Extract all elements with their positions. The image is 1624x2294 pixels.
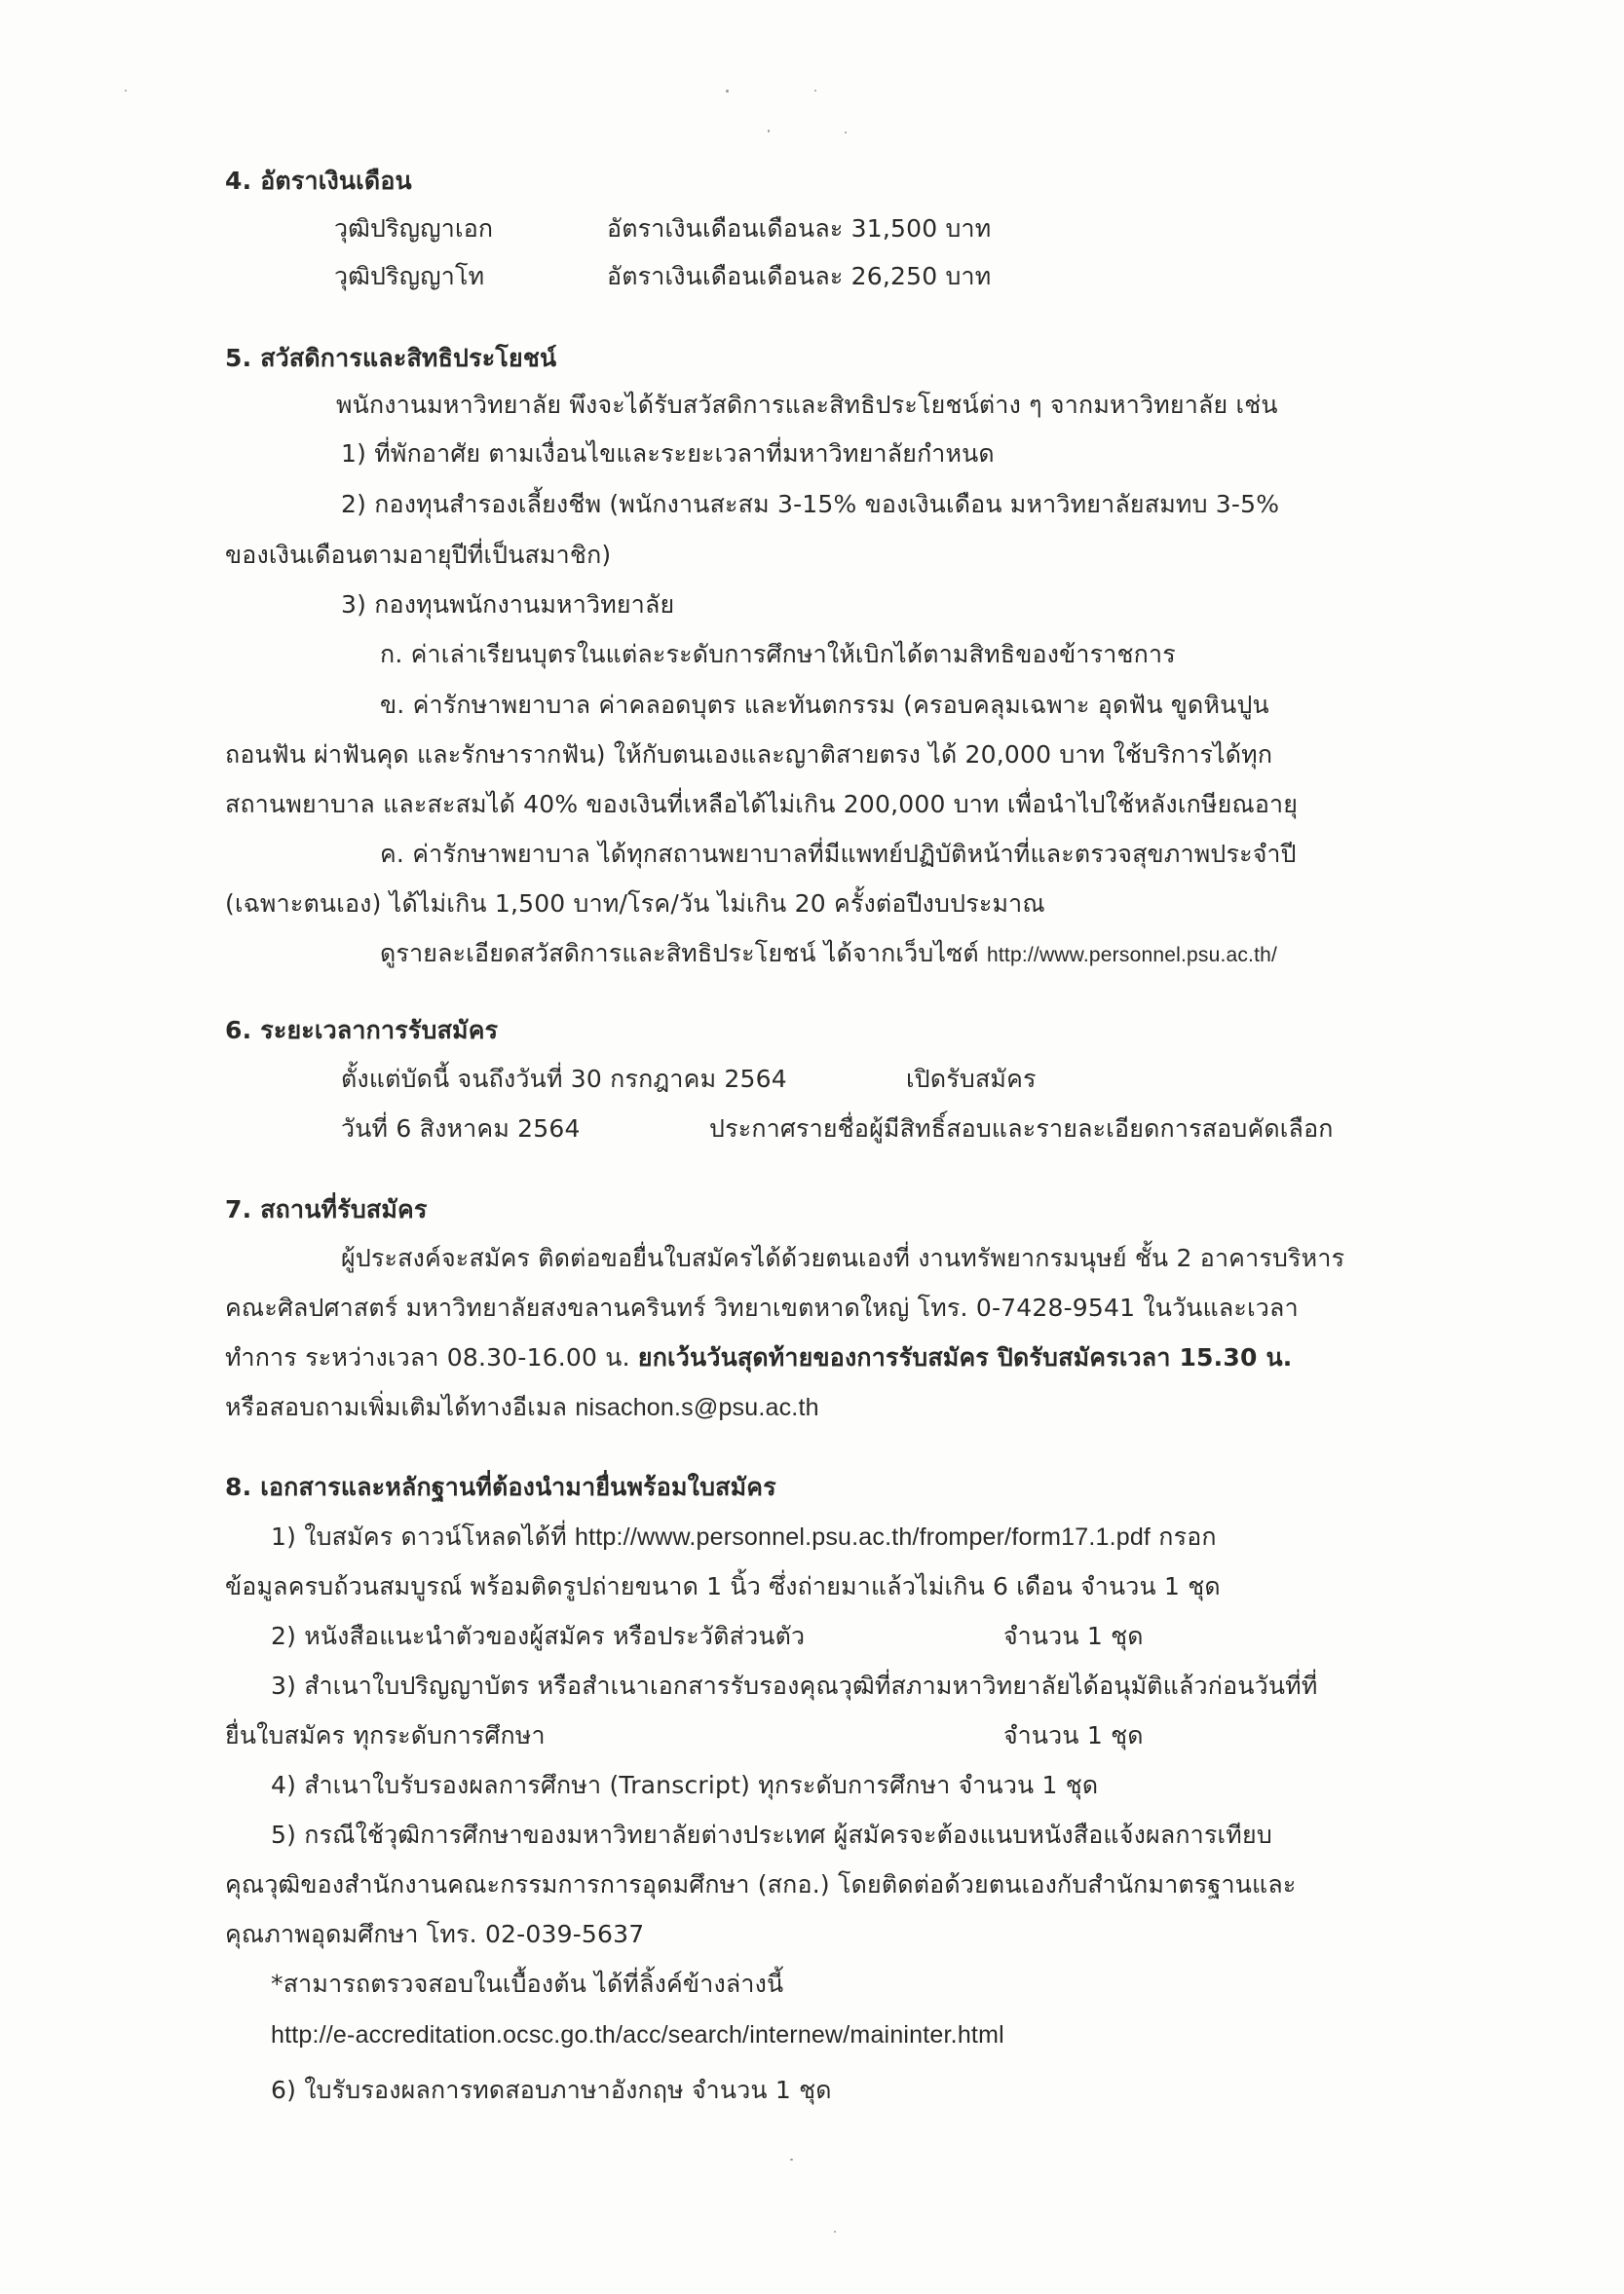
note-text: *สามารถตรวจสอบในเบื้องต้น ได้ที่ลิ้งค์ข้างล่างนี้ <box>271 1970 784 1998</box>
email-link[interactable]: nisachon.s@psu.ac.th <box>575 1394 819 1421</box>
section-heading: 4. อัตราเงินเดือน <box>225 167 412 195</box>
paragraph-line <box>225 1390 819 1425</box>
degree-label: วุฒิปริญญาเอก <box>334 214 494 243</box>
section-heading: 7. สถานที่รับสมัคร <box>225 1195 428 1223</box>
paragraph-line: คุณภาพอุดมศึกษา โทร. 02-039-5637 <box>225 1920 645 1948</box>
sub-item: ค. ค่ารักษาพยาบาล ได้ทุกสถานพยาบาลที่มีแพทย์ปฏิบัติหน้าที่และตรวจสุขภาพประจำปี <box>380 840 1297 868</box>
sub-item: ก. ค่าเล่าเรียนบุตรในแต่ละระดับการศึกษาให้เบิกได้ตามสิทธิของข้าราชการ <box>380 640 1176 668</box>
period-date: ตั้งแต่บัดนี้ จนถึงวันที่ 30 กรกฎาคม 2564 <box>341 1065 787 1093</box>
paragraph-line: พนักงานมหาวิทยาลัย พึงจะได้รับสวัสดิการและสิทธิประโยชน์ต่าง ๆ จากมหาวิทยาลัย เช่น <box>336 391 1278 419</box>
item-text: 1) ใบสมัคร ดาวน์โหลดได้ที่ <box>271 1523 567 1551</box>
section-heading: 8. เอกสารและหลักฐานที่ต้องนำมายื่นพร้อมใบสมัคร <box>225 1473 776 1501</box>
paragraph-line: คุณวุฒิของสำนักงานคณะกรรมการการอุดมศึกษา (สกอ.) โดยติดต่อด้วยตนเองกับสำนักมาตรฐานและ <box>225 1870 1297 1899</box>
accreditation-link[interactable]: http://e-accreditation.ocsc.go.th/acc/search/internew/maininter.html <box>271 2021 1004 2049</box>
list-item: 3) กองทุนพนักงานมหาวิทยาลัย <box>341 590 675 619</box>
degree-label: วุฒิปริญญาโท <box>334 262 485 290</box>
paragraph-line: ถอนฟัน ผ่าฟันคุด และรักษารากฟัน) ให้กับตนเองและญาติสายตรง ได้ 20,000 บาท ใช้บริการได้ทุก <box>225 740 1273 769</box>
section-heading: 6. ระยะเวลาการรับสมัคร <box>225 1016 499 1044</box>
list-item: 6) ใบรับรองผลการทดสอบภาษาอังกฤษ จำนวน 1 ชุด <box>271 2076 832 2104</box>
paragraph-line: สถานพยาบาล และสะสมได้ 40% ของเงินที่เหลือได้ไม่เกิน 200,000 บาท เพื่อนำไปใช้หลังเกษียณอายุ <box>225 790 1299 818</box>
item-text: กรอก <box>1158 1523 1217 1551</box>
list-item: 5) กรณีใช้วุฒิการศึกษาของมหาวิทยาลัยต่างประเทศ ผู้สมัครจะต้องแนบหนังสือแจ้งผลการเทียบ <box>271 1821 1272 1849</box>
form-download-link[interactable]: http://www.personnel.psu.ac.th/fromper/form17.1.pdf <box>575 1523 1152 1551</box>
list-item: 4) สำเนาใบรับรองผลการศึกษา (Transcript) ทุกระดับการศึกษา จำนวน 1 ชุด <box>271 1771 1099 1799</box>
scan-speck <box>790 2159 793 2161</box>
period-event: เปิดรับสมัคร <box>906 1065 1037 1093</box>
list-item <box>271 1520 1217 1555</box>
details-text: ดูรายละเอียดสวัสดิการและสิทธิประโยชน์ ได้จากเว็บไซต์ <box>380 939 979 967</box>
paragraph-line: คณะศิลปศาสตร์ มหาวิทยาลัยสงขลานครินทร์ วิทยาเขตหาดใหญ่ โทร. 0-7428-9541 ในวันและเวลา <box>225 1294 1299 1322</box>
list-item: 3) สำเนาใบปริญญาบัตร หรือสำเนาเอกสารรับรองคุณวุฒิที่สภามหาวิทยาลัยได้อนุมัติแล้วก่อนวันที่ที่ <box>271 1672 1318 1700</box>
list-item: 2) กองทุนสำรองเลี้ยงชีพ (พนักงานสะสม 3-15% ของเงินเดือน มหาวิทยาลัยสมทบ 3-5% <box>341 490 1280 518</box>
list-item: 1) ที่พักอาศัย ตามเงื่อนไขและระยะเวลาที่มหาวิทยาลัยกำหนด <box>341 439 995 468</box>
sub-item: ข. ค่ารักษาพยาบาล ค่าคลอดบุตร และทันตกรรม (ครอบคลุมเฉพาะ อุดฟัน ขูดหินปูน <box>380 691 1269 719</box>
paragraph-line: ข้อมูลครบถ้วนสมบูรณ์ พร้อมติดรูปถ่ายขนาด 1 นิ้ว ซึ่งถ่ายมาแล้วไม่เกิน 6 เดือน จำนวน 1 ชุด <box>225 1572 1221 1600</box>
closing-notice: ยกเว้นวันสุดท้ายของการรับสมัคร ปิดรับสมัครเวลา 15.30 น. <box>637 1343 1293 1372</box>
salary-value: อัตราเงินเดือนเดือนละ 31,500 บาท <box>607 214 992 243</box>
scan-speck <box>726 90 729 93</box>
quantity: จำนวน 1 ชุด <box>1003 1721 1144 1749</box>
paragraph-line: ยื่นใบสมัคร ทุกระดับการศึกษา <box>225 1721 546 1749</box>
details-link[interactable]: http://www.personnel.psu.ac.th/ <box>987 944 1278 966</box>
period-date: วันที่ 6 สิงหาคม 2564 <box>341 1114 581 1143</box>
scan-speck <box>768 130 770 132</box>
paragraph-line <box>225 1340 1292 1375</box>
paragraph-line: ของเงินเดือนตามอายุปีที่เป็นสมาชิก) <box>225 541 612 569</box>
scan-speck <box>814 90 816 92</box>
office-hours: ทำการ ระหว่างเวลา 08.30-16.00 น. <box>225 1343 630 1372</box>
paragraph-line <box>380 936 1277 973</box>
period-event: ประกาศรายชื่อผู้มีสิทธิ์สอบและรายละเอียดการสอบคัดเลือก <box>709 1114 1334 1143</box>
salary-value: อัตราเงินเดือนเดือนละ 26,250 บาท <box>607 262 992 290</box>
email-text: หรือสอบถามเพิ่มเติมได้ทางอีเมล <box>225 1393 568 1421</box>
quantity: จำนวน 1 ชุด <box>1003 1622 1144 1650</box>
section-heading: 5. สวัสดิการและสิทธิประโยชน์ <box>225 344 557 372</box>
paragraph-line: ผู้ประสงค์จะสมัคร ติดต่อขอยื่นใบสมัครได้ด้วยตนเองที่ งานทรัพยากรมนุษย์ ชั้น 2 อาคารบริหาร <box>341 1244 1345 1272</box>
list-item: 2) หนังสือแนะนำตัวของผู้สมัคร หรือประวัติส่วนตัว <box>271 1622 806 1650</box>
scan-speck <box>125 90 127 92</box>
scan-speck <box>834 2231 836 2233</box>
paragraph-line: (เฉพาะตนเอง) ได้ไม่เกิน 1,500 บาท/โรค/วัน ไม่เกิน 20 ครั้งต่อปีงบประมาณ <box>225 889 1045 918</box>
scan-speck <box>845 132 847 133</box>
